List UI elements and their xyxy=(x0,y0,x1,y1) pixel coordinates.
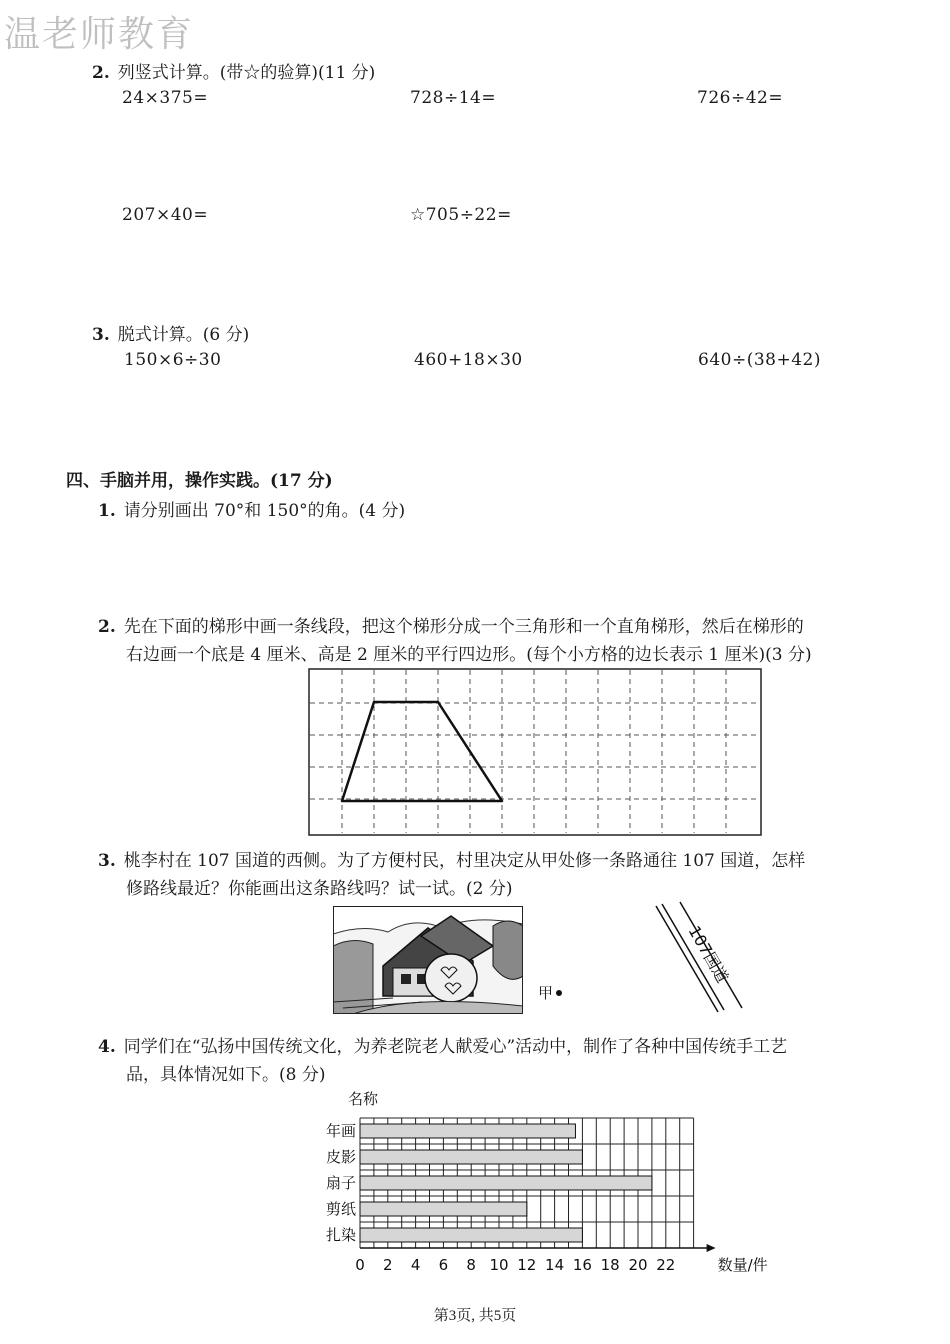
chart-bar xyxy=(360,1150,582,1164)
chart-bar xyxy=(360,1228,582,1242)
grid-lines xyxy=(310,670,760,833)
question-4-1 xyxy=(98,496,405,521)
chart-y-label: 名称 xyxy=(348,1090,379,1108)
calc-item: 24×375= xyxy=(122,88,209,108)
village-illustration xyxy=(333,906,523,1014)
chart-tick-label: 2 xyxy=(383,1256,393,1274)
chart-category-label: 皮影 xyxy=(325,1148,356,1166)
handicraft-bar-chart xyxy=(300,1084,770,1284)
question-text: 桃李村在 107 国道的西侧。为了方便村民，村里决定从甲处修一条路通往 107 国道，怎样 xyxy=(123,851,806,871)
question-4-2 xyxy=(98,612,804,637)
question-number: 4. xyxy=(98,1037,116,1057)
chart-tick-label: 8 xyxy=(466,1256,476,1274)
question-text-line2: 右边画一个底是 4 厘米、高是 2 厘米的平行四边形。(每个小方格的边长表示 1 厘米)(3 分) xyxy=(126,645,812,665)
chart-bar xyxy=(360,1176,652,1190)
road-107 xyxy=(650,900,746,1018)
calc-item: 640÷(38+42) xyxy=(698,350,821,370)
section-title: 四、手脑并用，操作实践。(17 分) xyxy=(66,471,333,491)
road-label: 107国道 xyxy=(684,922,733,987)
calc-item: 150×6÷30 xyxy=(124,350,222,370)
chart-tick-label: 18 xyxy=(600,1256,620,1274)
grid-border xyxy=(309,669,761,835)
chart-category-label: 剪纸 xyxy=(325,1200,356,1218)
trapezoid-grid xyxy=(308,668,764,838)
calc-item: 207×40= xyxy=(122,205,209,225)
question-number: 1. xyxy=(98,501,116,521)
chart-category-label: 年画 xyxy=(325,1122,356,1140)
question-text-line2: 修路线最近？你能画出这条路线吗？试一试。(2 分) xyxy=(126,879,513,899)
chart-tick-label: 4 xyxy=(410,1256,421,1274)
question-4-3 xyxy=(98,846,805,871)
question-text: 脱式计算。(6 分) xyxy=(117,325,250,345)
chart-category-label: 扇子 xyxy=(325,1174,356,1192)
question-number: 2. xyxy=(98,617,116,637)
chart-tick-label: 10 xyxy=(489,1256,509,1274)
question-number: 3. xyxy=(98,851,116,871)
chart-x-label: 数量/件 xyxy=(717,1256,768,1274)
question-3-step-calc xyxy=(92,320,249,345)
watermark: 温老师教育 xyxy=(4,14,195,55)
question-text: 先在下面的梯形中画一条线段，把这个梯形分成一个三角形和一个直角梯形，然后在梯形的 xyxy=(123,617,804,637)
question-number: 2. xyxy=(92,63,110,83)
chart-bar xyxy=(360,1124,575,1138)
calc-item: ☆705÷22= xyxy=(410,205,512,225)
chart-tick-label: 20 xyxy=(628,1256,648,1274)
chart-tick-label: 0 xyxy=(355,1256,365,1274)
question-text: 列竖式计算。(带☆的验算)(11 分) xyxy=(117,63,376,83)
point-jia-label xyxy=(538,982,553,1003)
question-text: 同学们在“弘扬中国传统文化，为养老院老人献爱心”活动中，制作了各种中国传统手工艺 xyxy=(123,1037,788,1057)
chart-x-axis-arrow xyxy=(707,1244,716,1252)
chart-tick-label: 12 xyxy=(517,1256,537,1274)
chart-category-label: 扎染 xyxy=(325,1226,356,1244)
question-text: 请分别画出 70°和 150°的角。(4 分) xyxy=(123,501,406,521)
chart-tick-label: 22 xyxy=(656,1256,676,1274)
page-footer: 第3页, 共5页 xyxy=(433,1308,517,1324)
chart-tick-label: 16 xyxy=(572,1256,592,1274)
question-2-column-calc xyxy=(92,58,375,83)
point-label-text: 甲 xyxy=(538,984,554,1002)
question-4-4 xyxy=(98,1032,787,1057)
calc-item: 460+18×30 xyxy=(414,350,523,370)
question-number: 3. xyxy=(92,325,110,345)
chart-tick-label: 14 xyxy=(545,1256,565,1274)
calc-item: 726÷42= xyxy=(697,88,784,108)
chart-tick-label: 6 xyxy=(438,1256,449,1274)
question-text-line2: 品，具体情况如下。(8 分) xyxy=(126,1065,326,1085)
chart-bar xyxy=(360,1202,527,1216)
calc-item: 728÷14= xyxy=(410,88,497,108)
point-jia-dot xyxy=(556,990,562,996)
trapezoid-shape xyxy=(342,702,502,801)
